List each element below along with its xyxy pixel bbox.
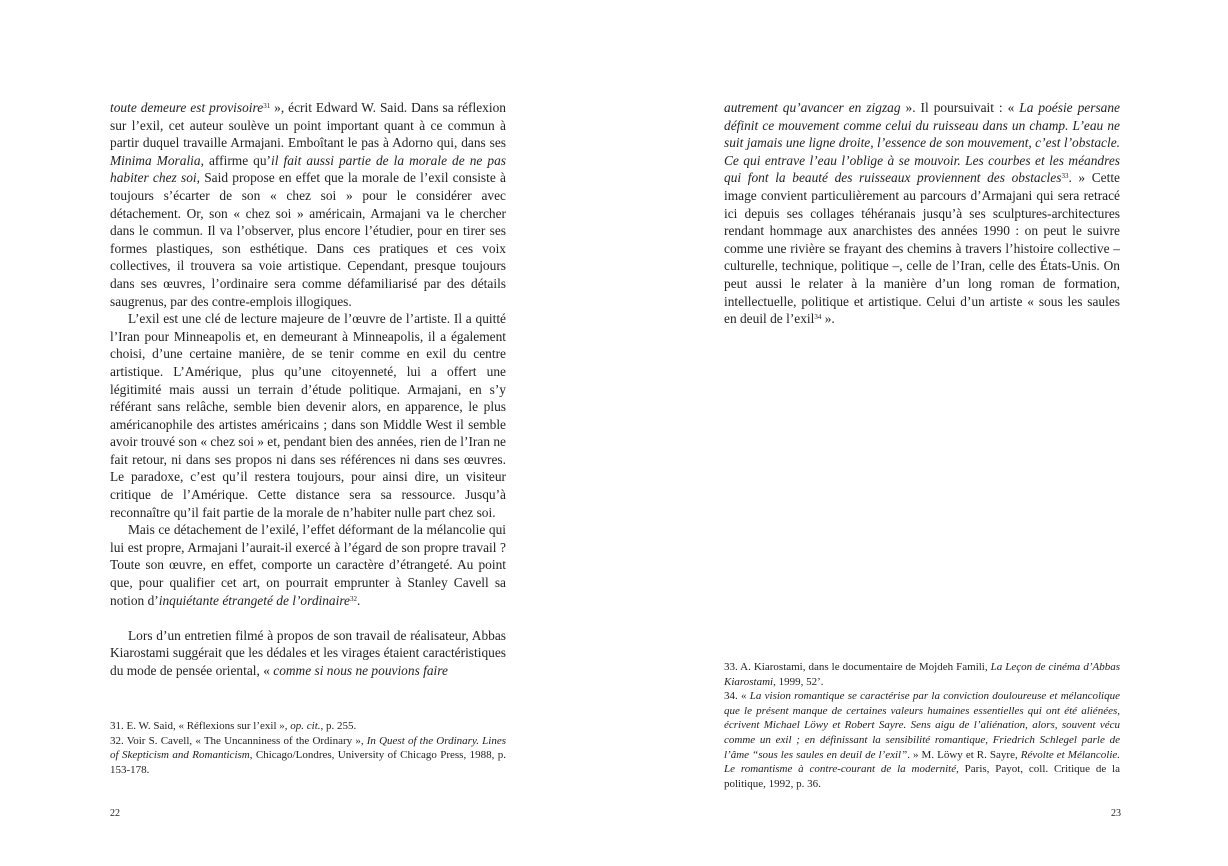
paragraph	[110, 99, 506, 310]
text-run: . » M. Löwy et R. Sayre,	[907, 748, 1021, 761]
right-body-text	[724, 99, 1120, 328]
page-number-right: 23	[1111, 808, 1121, 819]
text-run: , affirme qu’	[200, 152, 272, 168]
italic-run: In Quest of the Ordinary. Lines of Skepticism and Romanticism	[110, 734, 506, 762]
paragraph	[110, 310, 506, 521]
text-run: Mais ce détachement de l’exilé, l’effet déformant de la mélancolie qui lui est propre, Armajani l’aurait-il exercé à l’égard de son propre travail ? Toute son œuvre, en effet, comporte un caractère d’étrangeté. Au point que, pour qualifier cet art, on pourrait emprunter à Stanley Cavell sa notion d’	[110, 522, 506, 608]
text-run: Lors d’un entretien filmé à propos de son travail de réalisateur, Abbas Kiarostami suggérait que les dédales et les virages étaient caractéristiques du mode de pensée oriental, «	[110, 627, 506, 678]
right-page	[614, 0, 1228, 866]
left-footnotes	[110, 719, 506, 777]
footnote	[110, 734, 506, 778]
footnote-ref: 33	[1061, 172, 1069, 181]
text-run: , 1999, 52’.	[773, 675, 824, 688]
text-run: ». Il poursuivait : «	[900, 100, 1020, 115]
italic-run: toute demeure est provisoire	[110, 100, 264, 115]
italic-run: autrement qu’avancer en zigzag	[724, 100, 901, 115]
italic-run: comme si nous ne pouvions faire	[273, 663, 448, 678]
text-run: 32. Voir S. Cavell, « The Uncanniness of the Ordinary »,	[110, 734, 367, 747]
text-run: , Said propose en effet que la morale de l’exil consiste à toujours s’écarter de son « chez soi » pour le considérer avec détachement. Or, son « chez soi » américain, Armajani va le chercher dans le commun. Il va l’observer, plus encore l’étudier, pour en tirer ses formes plastiques, son esthétique. Dans ces pratiques et ces voix collectives, il trouvera sa voie artistique. Cependant, presque toujours dans ses œuvres, l’ordinaire sera comme défamiliarisé par des détails saugrenus, par des contre-emplois illogiques.	[110, 170, 507, 309]
paragraph	[724, 99, 1120, 328]
footnote-ref: 34	[814, 313, 822, 322]
text-run: L’exil est une clé de lecture majeure de l’œuvre de l’artiste. Il a quitté l’Iran pour Minneapolis et, en demeurant à Minneapolis, il a également choisi, d’une certaine manière, de se tenir comme en exil du centre artistique. L’Amérique, plus qu’une citoyenneté, lui a offert une légitimité mais aussi un terrain d’étude politique. Armajani, en s’y référant sans relâche, semble bien devenir alors, en apparence, le plus américanophile des artistes américains ; dans son Middle West il semble avoir trouvé son « chez soi » et, pendant bien des années, rien de l’Iran ne fait retour, ni dans ses propos ni dans ses références ni dans ses œuvres. Le paradoxe, c’est qu’il restera toujours, pour ainsi dire, un visiteur critique de l’Amérique. Cette distance sera sa ressource. Jusqu’à reconnaître qu’il fait partie de la morale de n’habiter nulle part chez soi.	[110, 311, 506, 520]
paragraph	[110, 627, 506, 680]
paragraph	[110, 521, 506, 609]
footnote-ref: 32	[350, 594, 358, 603]
text-run: 31. E. W. Said, « Réflexions sur l’exil »,	[110, 720, 291, 732]
text-run: . » Cette image convient particulièrement au parcours d’Armajani qui sera retracé ici depuis ses collages téhéranais jusqu’à ses sculptures-architectures rendant hommage aux anarchistes des années 1990 : on peut le suivre comme une rivière se frayant des chemins à travers l’histoire collective – culturelle, technique, politique –, celle de l’Iran, celle des États-Unis. On peut aussi le relater à la manière d’un long roman de formation, intellectuelle, politique et artistique. Celui d’un artiste « sous les saules en deuil de l’exil	[724, 170, 1121, 327]
text-run: , Paris, Payot, coll. Critique de la politique, 1992, p. 36.	[724, 763, 1120, 790]
italic-run: La poésie persane définit ce mouvement comme celui du ruisseau dans un champ. L’eau ne suit jamais une ligne droite, l’essence de son mouvement, c’est l’obstacle. Ce qui entrave l’eau l’oblige à se mouvoir. Les courbes et les méandres qui font la beauté des ruisseaux proviennent des obstacles	[724, 100, 1120, 186]
italic-run: op. cit.	[290, 720, 321, 732]
text-run: .	[357, 592, 361, 608]
text-run: 33. A. Kiarostami, dans le documentaire de Mojdeh Famili,	[724, 661, 991, 673]
footnote	[724, 689, 1120, 791]
footnote-ref: 31	[263, 102, 271, 110]
footnote	[724, 660, 1120, 689]
text-run: », écrit Edward W. Said. Dans sa réflexion sur l’exil, cet auteur soulève un point important quant à ce commun à partir duquel travaille Armajani. Emboîtant le pas à Adorno qui, dans ses	[110, 100, 506, 151]
text-run: ».	[821, 311, 835, 327]
italic-run: La Leçon de cinéma d’Abbas Kiarostami	[724, 661, 1120, 688]
italic-run: Révolte et Mélancolie. Le romantisme à contre-courant de la modernité	[724, 748, 1121, 776]
left-body-text	[110, 99, 506, 680]
italic-run: Minima Moralia	[110, 152, 201, 168]
text-run: , p. 255.	[320, 720, 357, 732]
text-run: 34. «	[724, 690, 750, 703]
text-run: , Chicago/Londres, University of Chicago Press, 1988, p. 153-178.	[110, 749, 506, 776]
italic-run: il fait aussi partie de la morale de ne pas habiter chez soi	[110, 152, 506, 186]
right-footnotes	[724, 660, 1120, 791]
italic-run: inquiétante étrangeté de l’ordinaire	[158, 592, 351, 608]
page-number-left: 22	[110, 808, 120, 819]
italic-run: La vision romantique se caractérise par la conviction douloureuse et mélancolique que le présent manque de certaines valeurs humaines essentielles qui ont été aliénées, écrivent Michael Löwy et Robert Sayre. Sens aigu de l’aliénation, alors, souvent vécu comme un exil ; en définissant la sensibilité romantique, Friedrich Schlegel parle de l’âme “sous les saules en deuil de l’exil”	[724, 690, 1120, 761]
footnote	[110, 719, 506, 734]
